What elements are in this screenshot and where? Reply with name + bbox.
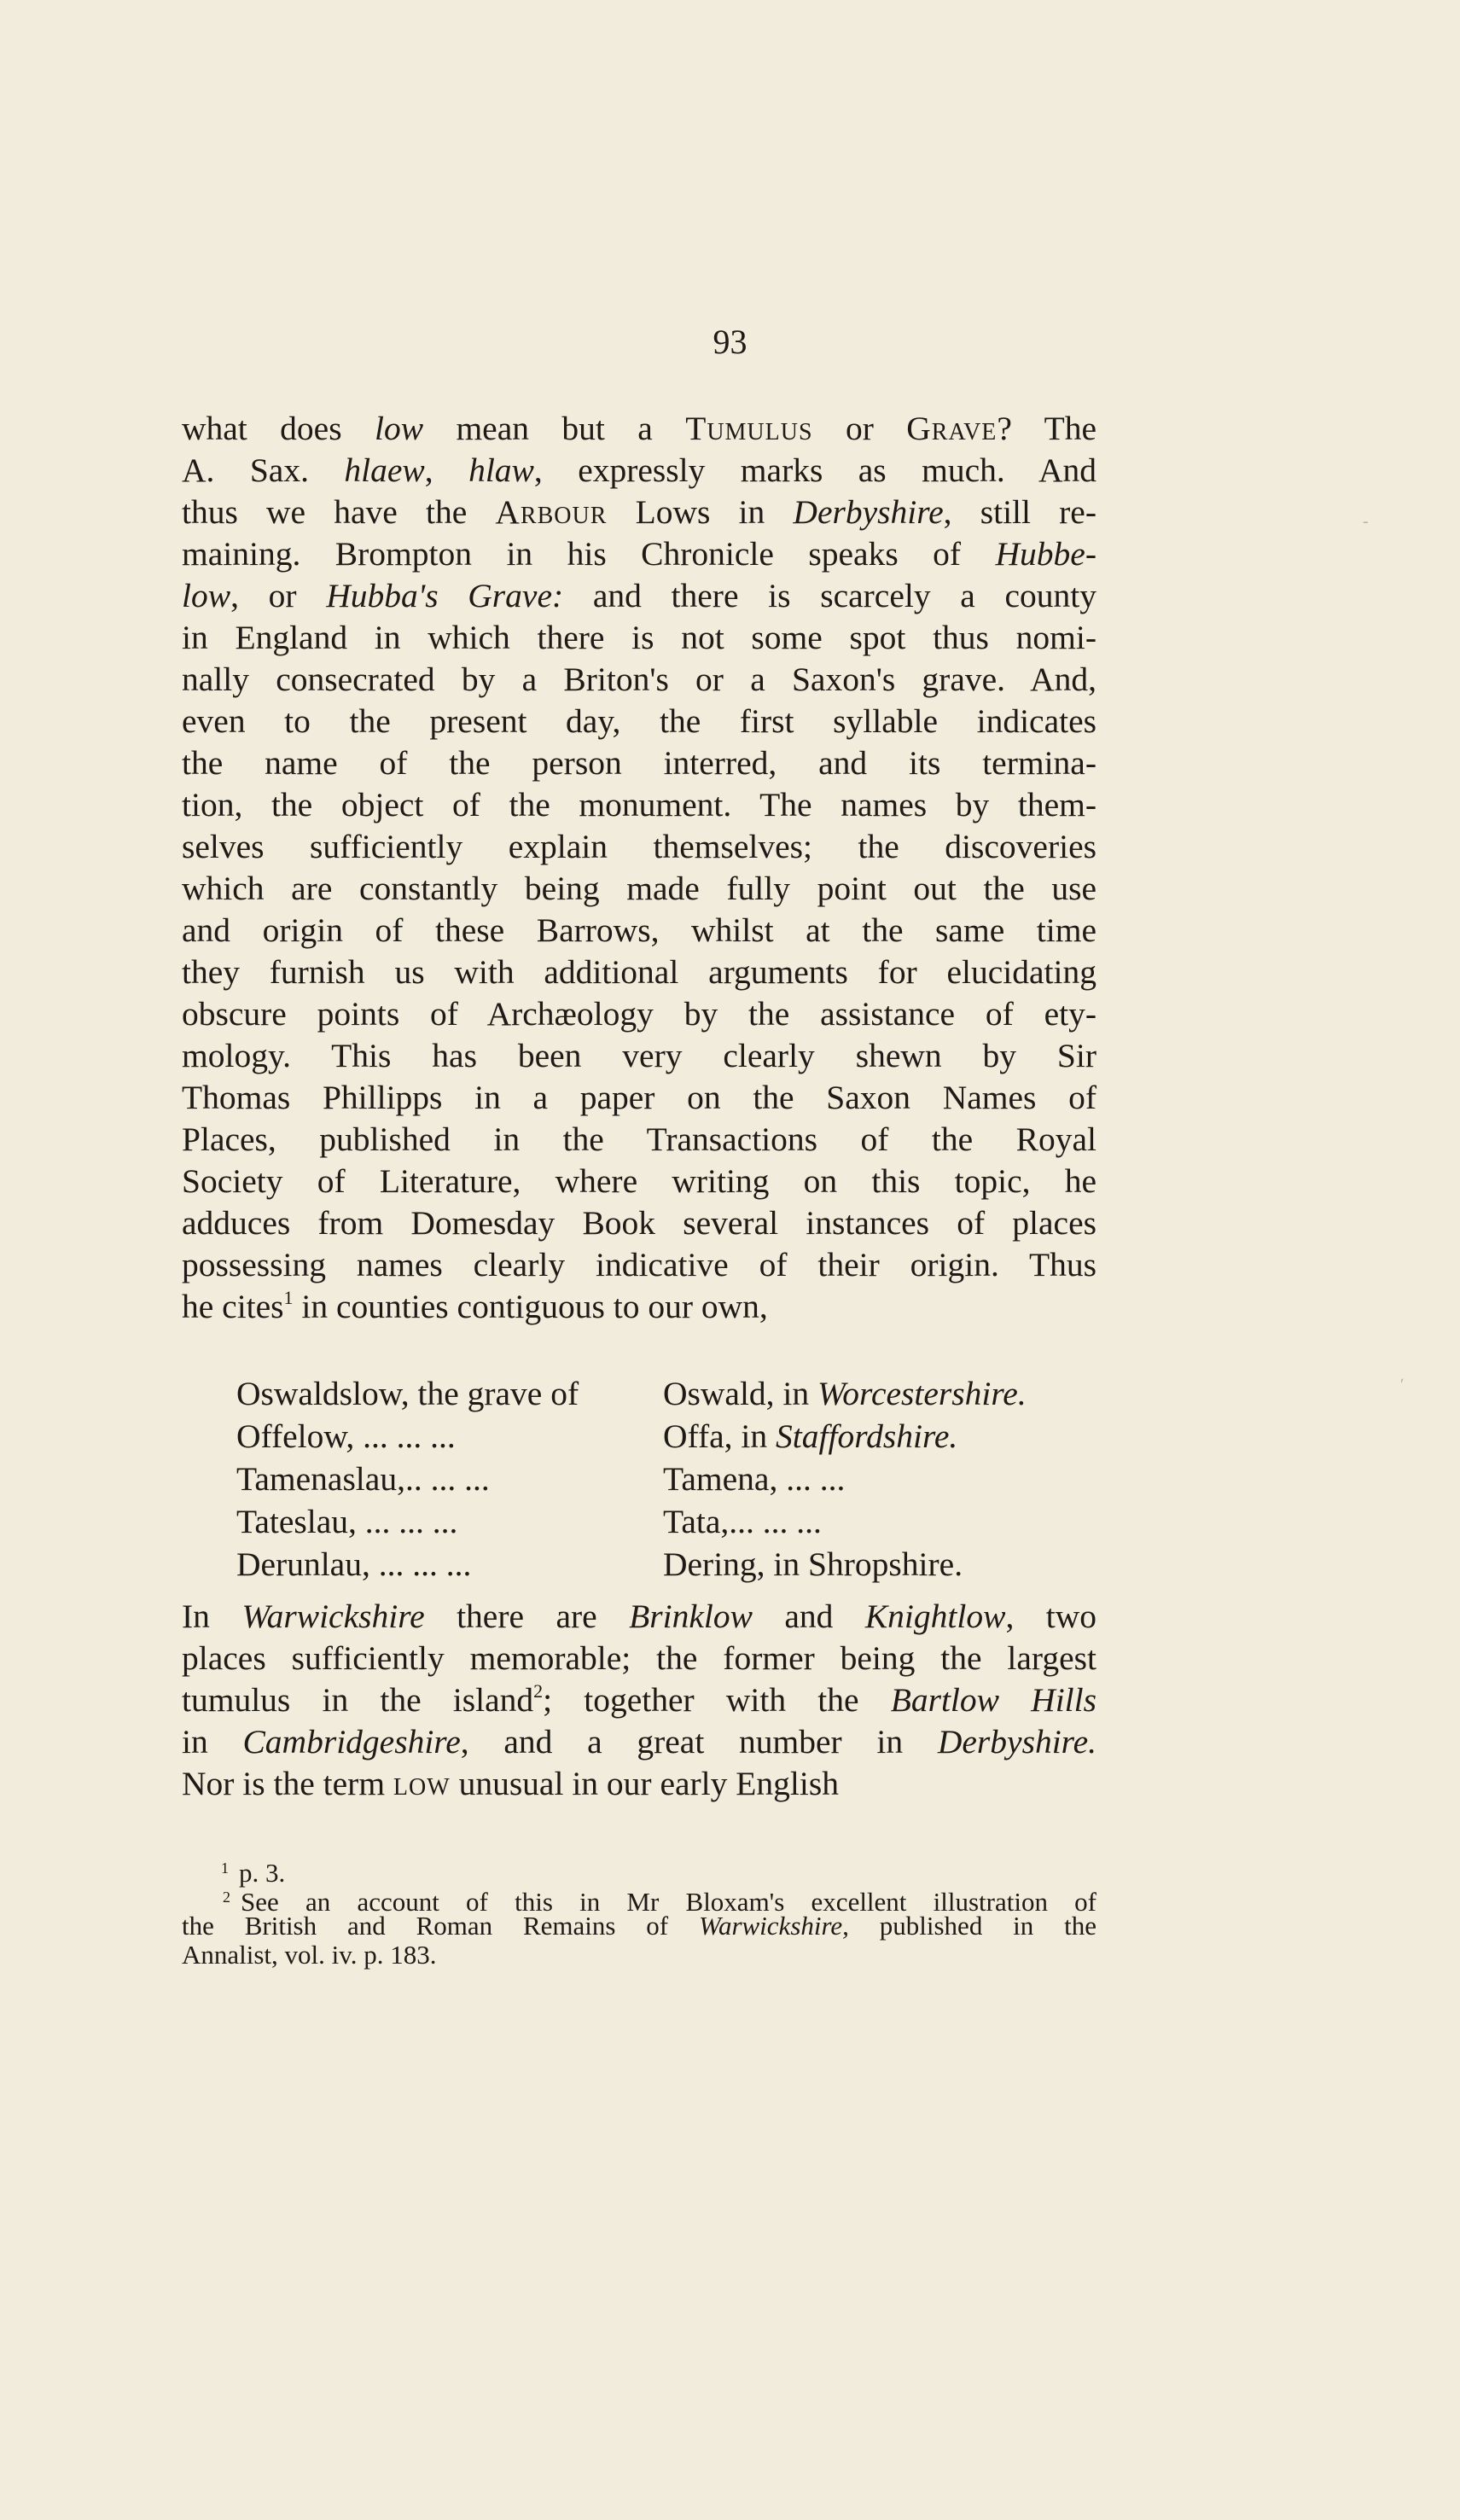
place-name: Offelow, ... ... ...: [236, 1417, 456, 1455]
place-meaning: [663, 1458, 845, 1500]
text-run: mean but a: [423, 410, 686, 447]
text-line: [182, 868, 1096, 910]
footnote-1-text: p. 3.: [239, 1858, 286, 1888]
page-number: 93: [713, 323, 747, 361]
text-line: [182, 952, 1096, 993]
place-meaning: [663, 1500, 822, 1543]
list-item: [236, 1543, 1098, 1586]
text-run: Tata,... ... ...: [663, 1503, 822, 1540]
text-run: Hubba's Grave:: [326, 577, 564, 614]
place-meaning: [663, 1372, 1027, 1415]
text-run: ; together with the: [543, 1681, 891, 1719]
text-run: Annalist, vol. iv. p. 183.: [182, 1940, 437, 1970]
footnote-2-mark: 2: [223, 1889, 230, 1906]
list-item: [236, 1372, 1098, 1415]
text-line: [182, 575, 1096, 617]
place-name: Tamenaslau,.. ... ...: [236, 1460, 490, 1498]
text-run: , still re-: [943, 493, 1096, 531]
text-run: possessing names clearly indicative of their origin. Thus: [182, 1246, 1096, 1283]
text-line: [182, 1035, 1096, 1077]
text-run: Derbyshire.: [937, 1723, 1096, 1761]
text-line: [182, 1161, 1096, 1202]
footnote-1-mark: 1: [221, 1859, 229, 1877]
place-meaning: [663, 1415, 957, 1458]
paragraph-1: [182, 408, 1096, 1328]
text-run: , two: [1005, 1598, 1096, 1635]
text-run: Hubbe-: [995, 535, 1096, 573]
footnote-ref: 1: [283, 1287, 294, 1308]
footnote-1: [182, 1854, 1096, 1888]
text-run: low: [374, 410, 424, 447]
text-run: the name of the person interred, and its termina-: [182, 744, 1096, 782]
text-run: obscure points of Archæology by the assistance of ety-: [182, 995, 1096, 1033]
text-run: Cambridgeshire: [242, 1723, 461, 1761]
margin-mark: ‐: [1363, 512, 1369, 531]
text-line: [182, 993, 1096, 1035]
text-line: [182, 533, 1096, 575]
place-meaning: [663, 1543, 963, 1586]
text-run: unusual in our early English: [450, 1765, 839, 1802]
text-run: hlaew: [344, 451, 425, 489]
footnote-ref: 2: [533, 1680, 544, 1702]
text-run: in: [182, 1723, 243, 1761]
text-run: Brinklow: [629, 1598, 753, 1635]
text-run: there are: [424, 1598, 630, 1635]
footnote-2: [182, 1883, 1096, 1970]
text-run: the British and Roman Remains of: [182, 1911, 699, 1941]
text-run: in counties contiguous to our own,: [293, 1288, 768, 1325]
text-run: which are constantly being made fully point out the use: [182, 870, 1096, 907]
text-run: and there is scarcely a county: [563, 577, 1096, 614]
text-line: [182, 1596, 1096, 1638]
text-run: Bartlow Hills: [890, 1681, 1096, 1719]
text-run: places sufficiently memorable; the former being the largest: [182, 1639, 1096, 1677]
text-run: Places, published in the Transactions of the Royal: [182, 1120, 1096, 1158]
text-run: low: [182, 577, 231, 614]
footnote-line: [182, 1941, 1096, 1970]
text-run: Staffordshire.: [776, 1417, 958, 1455]
text-line: [182, 408, 1096, 450]
text-run: Society of Literature, where writing on this topic, he: [182, 1162, 1096, 1200]
text-run: selves sufficiently explain themselves; the discoveries: [182, 828, 1096, 865]
text-line: [182, 742, 1096, 784]
text-line: [182, 1077, 1096, 1119]
text-run: Thomas Phillipps in a paper on the Saxon Names of: [182, 1079, 1096, 1116]
text-run: In: [182, 1598, 242, 1635]
text-line: [182, 784, 1096, 826]
text-line: [182, 1638, 1096, 1679]
footnote-line: [182, 1883, 1096, 1917]
text-run: tion, the object of the monument. The names by them-: [182, 786, 1096, 824]
place-name: Oswaldslow, the grave of: [236, 1375, 579, 1412]
text-line: [182, 826, 1096, 868]
text-run: See an account of this in Mr Bloxam's excellent illustration of: [241, 1887, 1096, 1917]
text-run: ? The: [997, 410, 1097, 447]
text-run: , and a great number in: [460, 1723, 938, 1761]
text-line: [182, 659, 1096, 701]
text-line: [182, 1721, 1096, 1763]
text-run: what does: [182, 410, 375, 447]
text-run: Oswald, in: [663, 1375, 818, 1412]
list-item: [236, 1500, 1098, 1543]
text-run: A. Sax.: [182, 451, 345, 489]
place-name: Derunlau, ... ... ...: [236, 1545, 472, 1583]
text-run: Nor is the term: [182, 1765, 393, 1802]
text-run: adduces from Domesday Book several instances of places: [182, 1204, 1096, 1242]
text-run: Arbour: [495, 493, 608, 531]
text-line: [182, 1202, 1096, 1244]
text-run: tumulus in the island: [182, 1681, 534, 1719]
text-run: Dering, in Shropshire.: [663, 1545, 963, 1583]
place-name-list: [236, 1372, 1098, 1586]
text-line: [182, 910, 1096, 952]
text-line: [182, 1763, 1096, 1805]
text-run: Offa, in: [663, 1417, 777, 1455]
text-run: low: [393, 1765, 451, 1802]
text-run: he cites: [182, 1288, 284, 1325]
text-run: ,: [424, 451, 469, 489]
text-run: Knightlow: [864, 1598, 1006, 1635]
paragraph-2: [182, 1596, 1096, 1805]
text-run: mology. This has been very clearly shewn by Sir: [182, 1037, 1096, 1074]
text-run: in England in which there is not some spot thus nomi-: [182, 619, 1096, 656]
text-run: nally consecrated by a Briton's or a Saxon's grave. And,: [182, 661, 1096, 698]
text-line: [182, 1244, 1096, 1286]
text-run: , expressly marks as much. And: [533, 451, 1097, 489]
text-run: Tamena, ... ...: [663, 1460, 846, 1498]
text-run: even to the present day, the first syllable indicates: [182, 702, 1096, 740]
text-run: and origin of these Barrows, whilst at the same time: [182, 911, 1096, 949]
footnotes: [182, 1854, 1096, 1970]
text-run: Derbyshire: [793, 493, 944, 531]
text-run: and: [752, 1598, 865, 1635]
text-run: maining. Brompton in his Chronicle speaks of: [182, 535, 996, 573]
text-run: Warwickshire,: [698, 1911, 849, 1941]
text-run: Lows in: [607, 493, 794, 531]
text-run: , or: [230, 577, 327, 614]
text-run: they furnish us with additional arguments for elucidating: [182, 953, 1096, 991]
text-run: hlaw: [468, 451, 534, 489]
text-run: thus we have the: [182, 493, 496, 531]
text-line: [182, 617, 1096, 659]
text-run: or: [812, 410, 907, 447]
text-line: [182, 1119, 1096, 1161]
text-run: Grave: [906, 410, 998, 447]
text-run: Worcestershire.: [817, 1375, 1027, 1412]
text-line: [182, 492, 1096, 533]
place-name: Tateslau, ... ... ...: [236, 1503, 458, 1540]
list-item: [236, 1458, 1098, 1500]
text-run: Tumulus: [685, 410, 813, 447]
text-run: published in the: [848, 1911, 1096, 1941]
text-line: [182, 1286, 1096, 1328]
text-line: [182, 701, 1096, 742]
text-line: [182, 450, 1096, 492]
list-item: [236, 1415, 1098, 1458]
margin-mark: ʹ: [1400, 1376, 1405, 1394]
text-line: [182, 1679, 1096, 1721]
text-run: Warwickshire: [241, 1598, 425, 1635]
footnote-line: [182, 1912, 1096, 1941]
